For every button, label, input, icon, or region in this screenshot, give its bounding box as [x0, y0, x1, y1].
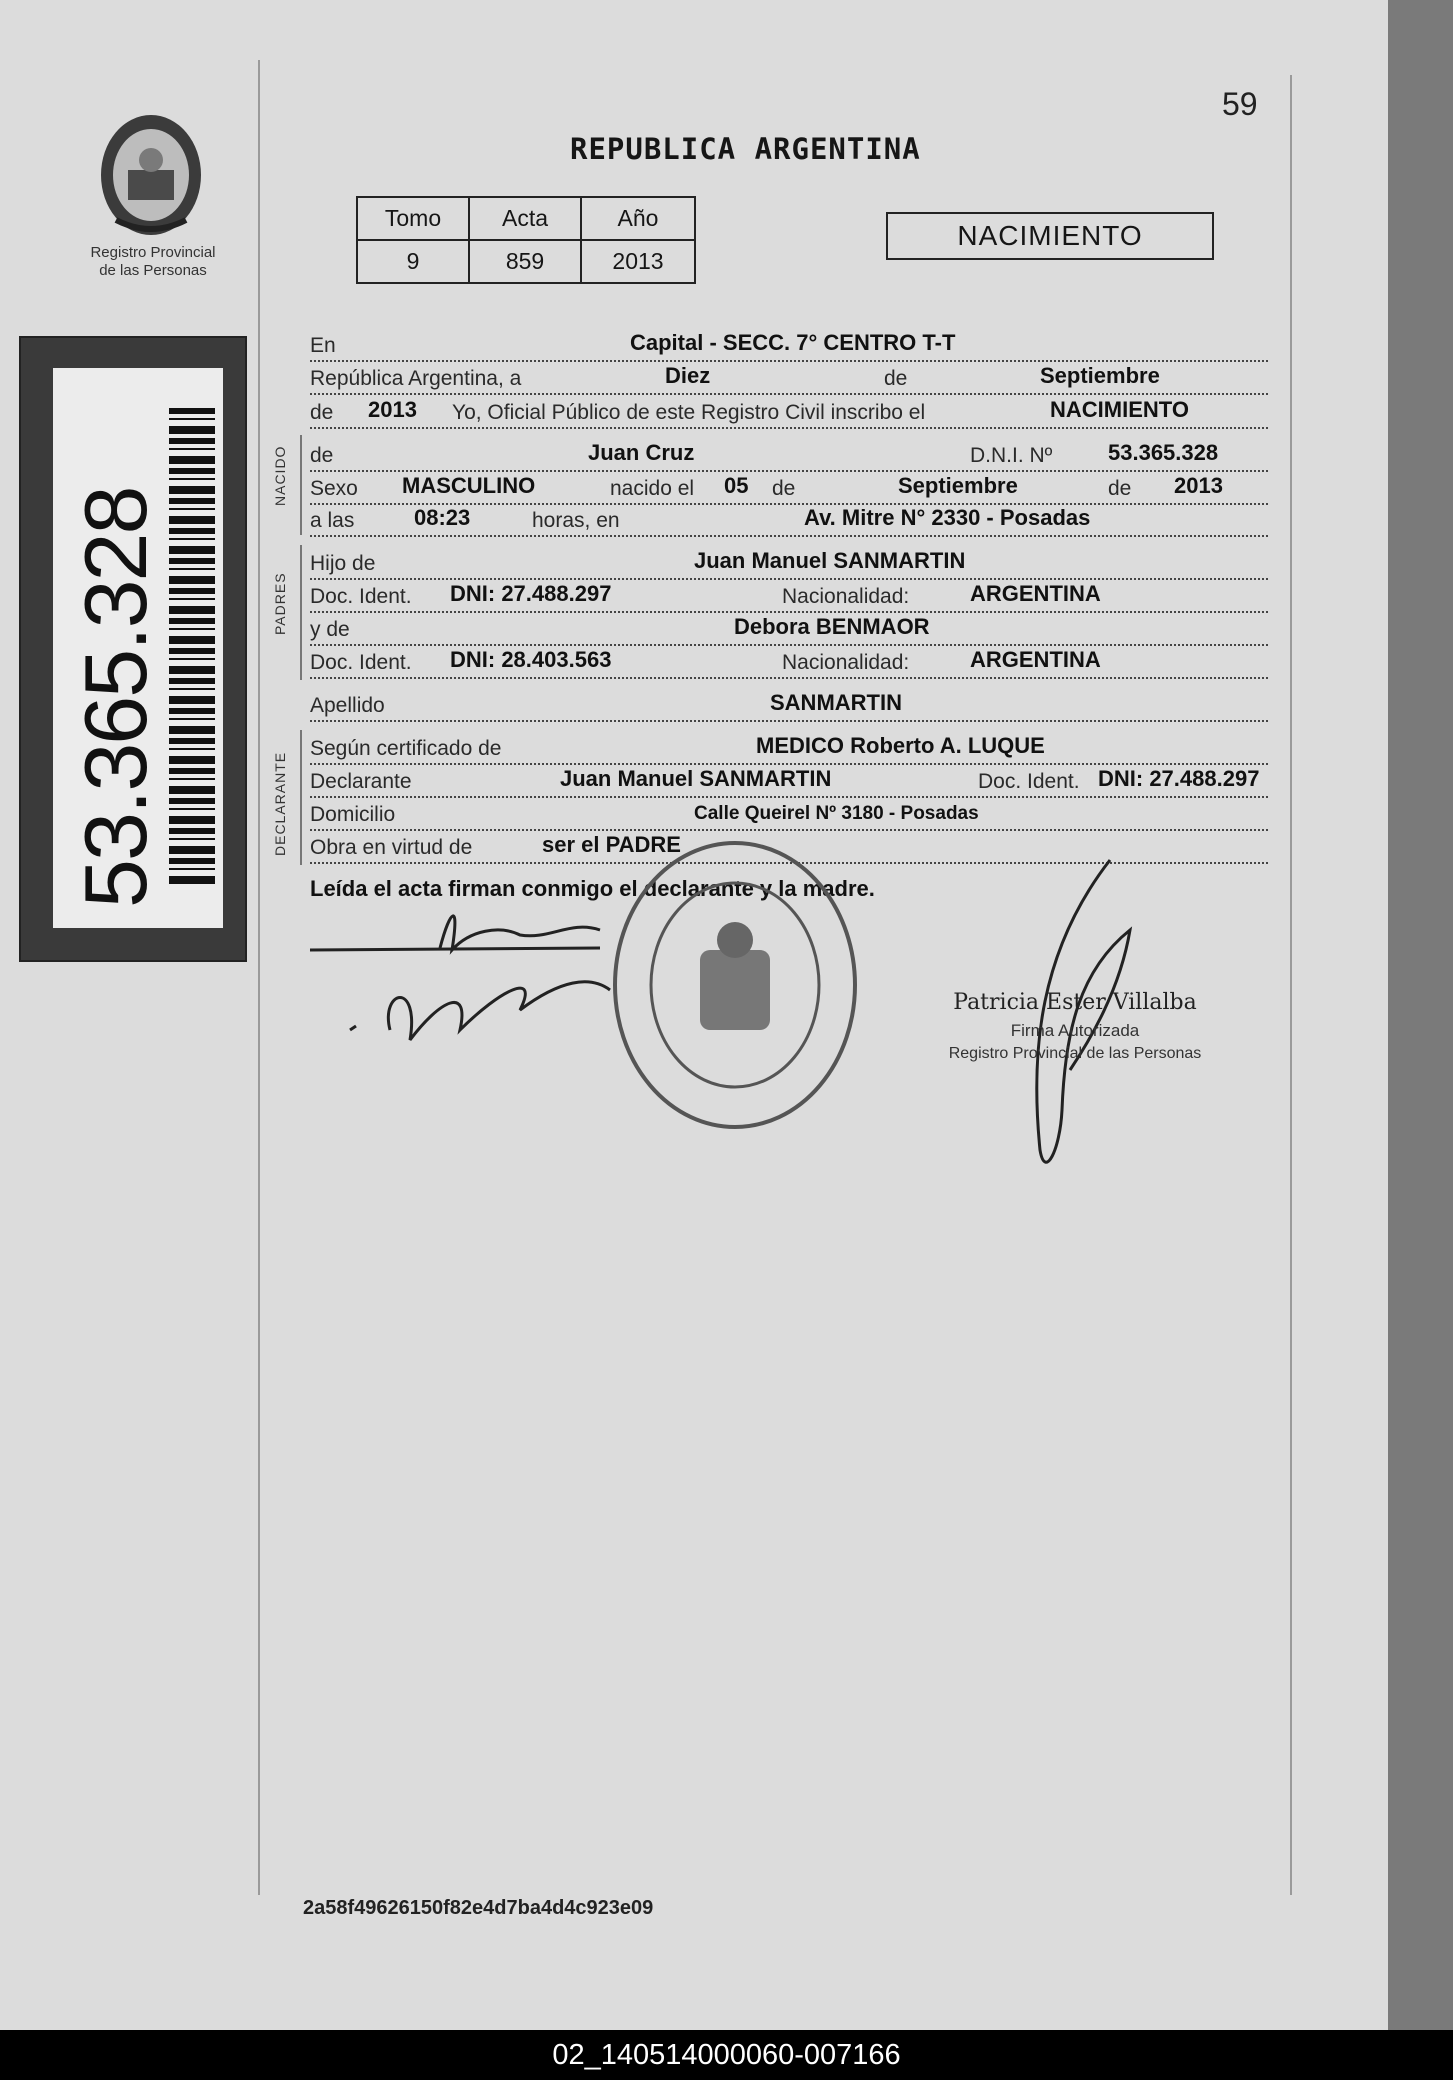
line-nombre: de Juan Cruz D.N.I. Nº 53.365.328: [310, 440, 1268, 472]
barcode-inner: [53, 368, 223, 928]
line-inscribo: de 2013 Yo, Oficial Público de este Registro Civil inscribo el NACIMIENTO: [310, 397, 1268, 429]
official-title: Firma Autorizada: [1010, 1021, 1140, 1040]
page-number: 59: [1222, 86, 1258, 122]
side-label-declarante: DECLARANTE: [272, 751, 288, 856]
provincial-crest-icon: [96, 110, 206, 240]
line-doc-padre: Doc. Ident. DNI: 27.488.297 Nacionalidad: ARGENTINA: [310, 581, 1268, 613]
line-en: En Capital - SECC. 7° CENTRO T-T: [310, 330, 1268, 362]
right-margin-line: [1290, 75, 1292, 1895]
barcode-bars: [169, 408, 215, 888]
closing-statement: Leída el acta firman conmigo el declarante y la madre.: [310, 876, 875, 901]
line-domicilio: Domicilio Calle Queirel Nº 3180 - Posadas: [310, 799, 1268, 831]
header-anio: Año: [581, 197, 695, 240]
value-anio: 2013: [581, 240, 695, 283]
line-sexo: Sexo MASCULINO nacido el 05 de Septiembre de 2013: [310, 473, 1268, 505]
header-acta: Acta: [469, 197, 581, 240]
side-label-padres: PADRES: [272, 572, 288, 635]
side-label-nacido: NACIDO: [272, 445, 288, 506]
bracket-nacido: [300, 435, 302, 535]
line-doc-madre: Doc. Ident. DNI: 28.403.563 Nacionalidad: ARGENTINA: [310, 647, 1268, 679]
document-hash: 2a58f49626150f82e4d7ba4d4c923e09: [303, 1897, 654, 1919]
scan-right-edge: [1388, 0, 1453, 2030]
record-table: [356, 196, 696, 284]
record-type-box: NACIMIENTO: [886, 212, 1214, 260]
official-org: Registro Provincial de las Personas: [948, 1045, 1202, 1062]
value-tomo: 9: [357, 240, 469, 283]
footer-id-bar: 02_140514000060-007166: [0, 2030, 1453, 2080]
dni-barcode-label: [19, 336, 247, 962]
line-declarante: Declarante Juan Manuel SANMARTIN Doc. Ident. DNI: 27.488.297: [310, 766, 1268, 798]
line-hijo: Hijo de Juan Manuel SANMARTIN: [310, 548, 1268, 580]
line-apellido: Apellido SANMARTIN: [310, 690, 1268, 722]
country-title: REPUBLICA ARGENTINA: [570, 132, 921, 166]
line-republica: República Argentina, a Diez de Septiembre: [310, 363, 1268, 395]
registro-logo-text: Registro Provincial de las Personas: [90, 244, 216, 279]
left-margin-line: [258, 60, 260, 1895]
value-acta: 859: [469, 240, 581, 283]
line-certificado: Según certificado de MEDICO Roberto A. LUQUE: [310, 733, 1268, 765]
line-hora: a las 08:23 horas, en Av. Mitre N° 2330 - Posadas: [310, 505, 1268, 537]
header-tomo: Tomo: [357, 197, 469, 240]
official-block: [940, 990, 1210, 1063]
official-name: Patricia Ester Villalba: [953, 990, 1197, 1015]
line-obra: Obra en virtud de ser el PADRE: [310, 832, 1268, 864]
bracket-declarante: [300, 730, 302, 865]
bracket-padres: [300, 545, 302, 680]
line-madre: y de Debora BENMAOR: [310, 614, 1268, 646]
dni-big-number: 53.365.328: [66, 487, 165, 908]
official-seal-icon: [605, 820, 865, 1140]
